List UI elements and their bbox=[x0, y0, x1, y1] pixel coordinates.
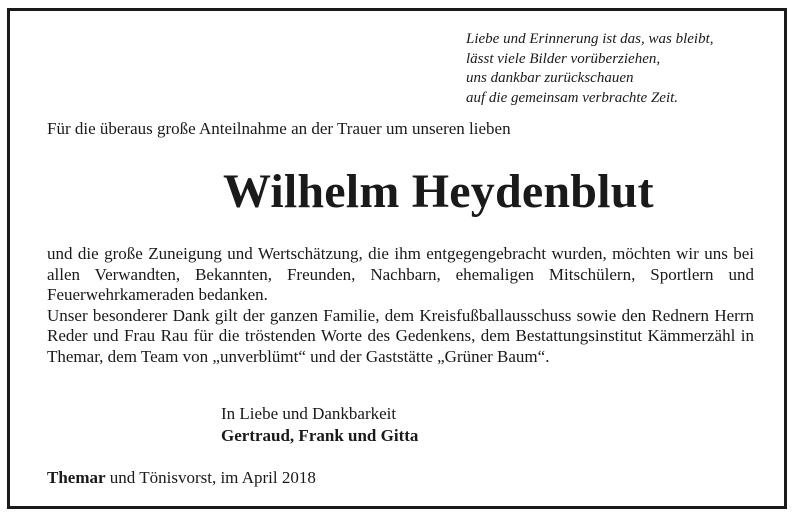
memorial-poem bbox=[466, 30, 714, 108]
thanks-body bbox=[47, 244, 754, 367]
place-city: Themar bbox=[47, 468, 106, 487]
intro-text: Für die überaus große Anteilnahme an der Trauer um unseren lieben bbox=[47, 119, 511, 138]
poem-line: Liebe und Erinnerung ist das, was bleibt, bbox=[466, 31, 714, 47]
thanks-paragraph: und die große Zuneigung und Wertschätzung, die ihm entgegengebracht wurden, möchten wir uns bei allen Verwandten, Bekannten, Freunden, Nachbarn, ehemaligen Mitschülern, Sportlern und Feuerwehrkameraden bedanken. bbox=[47, 244, 754, 304]
thanks-paragraph: Unser besonderer Dank gilt der ganzen Familie, dem Kreisfußballausschuss sowie den Rednern Herrn Reder und Frau Rau für die tröstenden Worte des Gedenkens, dem Bestattungsinstitut Kämmerzähl in Themar, dem Team von „unverblümt“ und der Gaststätte „Grüner Baum“. bbox=[47, 305, 754, 366]
place-date bbox=[47, 467, 316, 489]
closing-phrase: In Liebe und Dankbarkeit bbox=[221, 404, 397, 423]
poem-line: lässt viele Bilder vorüberziehen, bbox=[466, 50, 661, 67]
deceased-name: Wilhelm Heydenblut bbox=[223, 165, 654, 218]
poem-line: uns dankbar zurückschauen bbox=[466, 70, 634, 86]
poem-line: auf die gemeinsam verbrachte Zeit. bbox=[466, 89, 679, 106]
closing-block bbox=[221, 403, 418, 447]
signers: Gertraud, Frank und Gitta bbox=[221, 426, 419, 445]
place-date-rest: und Tönisvorst, im April 2018 bbox=[105, 468, 316, 487]
